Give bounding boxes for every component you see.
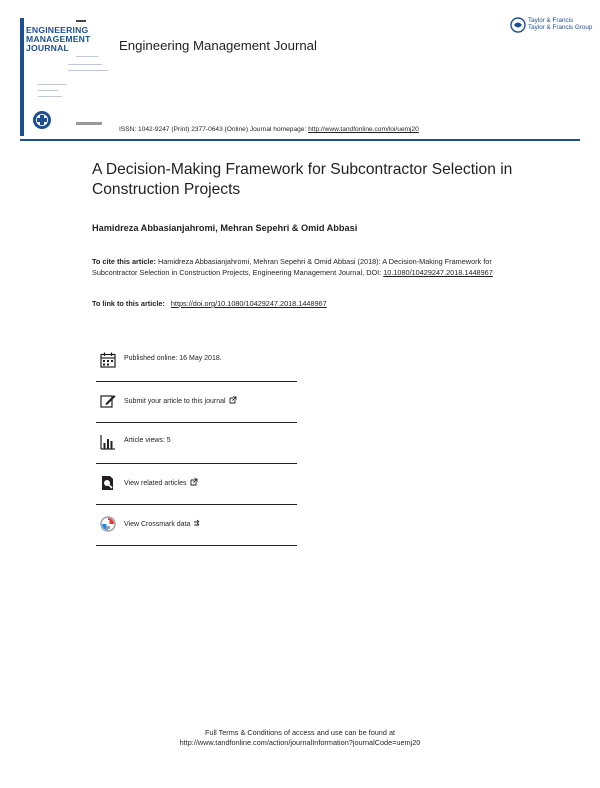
journal-cover-image xyxy=(20,18,108,136)
info-row-related[interactable] xyxy=(96,463,297,505)
publisher-logo-text xyxy=(528,17,592,31)
info-row-crossmark[interactable] xyxy=(96,504,297,546)
cover-publisher-mark xyxy=(76,122,102,125)
submit-article-link[interactable] xyxy=(124,396,237,405)
citation-block xyxy=(92,256,512,278)
issn-line xyxy=(119,126,419,133)
submit-article-label: Submit your article to this journal xyxy=(124,398,226,405)
crossmark-arrow-icon xyxy=(193,519,201,527)
published-date: Published online: 16 May 2018. xyxy=(124,355,222,362)
calendar-icon xyxy=(100,352,116,368)
related-articles-label: View related articles xyxy=(124,480,187,487)
article-link[interactable]: https://doi.org/10.1080/10429247.2018.1448967 xyxy=(170,299,327,308)
bar-chart-icon xyxy=(100,434,116,450)
info-row-views xyxy=(96,422,297,464)
footer-terms-url[interactable]: http://www.tandfonline.com/action/journalInformation?journalCode=uemj20 xyxy=(179,738,421,747)
publisher-logo-subname: Taylor & Francis Group xyxy=(528,24,593,31)
related-articles-search-icon xyxy=(100,475,116,491)
footer xyxy=(0,728,600,748)
article-authors: Hamidreza Abbasianjahromi, Mehran Sepehri & Omid Abbasi xyxy=(92,223,358,233)
publisher-logo xyxy=(510,17,593,39)
cite-text: Hamidreza Abbasianjahromi, Mehran Sepehri & Omid Abbasi (2018): A Decision-Making Framework for Subcontractor Selection in Construction Projects, Engineering Management Journal, DOI: xyxy=(92,257,492,277)
cover-seal-icon xyxy=(32,110,52,130)
header-divider xyxy=(20,139,580,141)
external-link-icon xyxy=(229,396,237,404)
publisher-logo-name: Taylor & Francis xyxy=(528,17,574,24)
cover-top-mark xyxy=(76,20,86,22)
info-row-published xyxy=(96,340,297,382)
publisher-logo-icon xyxy=(510,17,526,33)
cover-text-line xyxy=(68,64,102,65)
link-line xyxy=(92,299,327,308)
info-row-submit[interactable] xyxy=(96,381,297,423)
cover-text-line xyxy=(38,84,66,85)
issn-text: ISSN: 1042-9247 (Print) 2377-0643 (Online) Journal homepage: xyxy=(119,126,309,133)
crossmark-label: View Crossmark data xyxy=(124,521,191,528)
cover-text-line xyxy=(76,56,98,57)
article-views: Article views: 5 xyxy=(124,437,171,444)
external-link-icon xyxy=(190,478,198,486)
article-title: A Decision-Making Framework for Subcontractor Selection in Construction Projects xyxy=(92,161,513,198)
cover-title xyxy=(26,26,108,53)
cite-label: To cite this article: xyxy=(92,257,156,266)
crossmark-icon xyxy=(100,516,116,532)
cover-title-line: ENGINEERING xyxy=(26,25,89,35)
crossmark-link[interactable] xyxy=(124,519,201,528)
journal-name: Engineering Management Journal xyxy=(119,38,317,53)
cover-text-line xyxy=(38,90,58,91)
cover-text-line xyxy=(68,70,108,71)
link-label: To link to this article: xyxy=(92,299,165,308)
edit-pencil-icon xyxy=(100,393,116,409)
footer-terms-text: Full Terms & Conditions of access and use can be found at xyxy=(204,728,396,737)
cover-text-line xyxy=(38,96,62,97)
related-articles-link[interactable] xyxy=(124,478,198,487)
cover-title-line: MANAGEMENT xyxy=(26,34,91,44)
cover-title-line: JOURNAL xyxy=(26,43,69,53)
journal-homepage-link[interactable]: http://www.tandfonline.com/loi/uemj20 xyxy=(308,126,419,133)
doi-link[interactable]: 10.1080/10429247.2018.1448967 xyxy=(383,268,493,277)
